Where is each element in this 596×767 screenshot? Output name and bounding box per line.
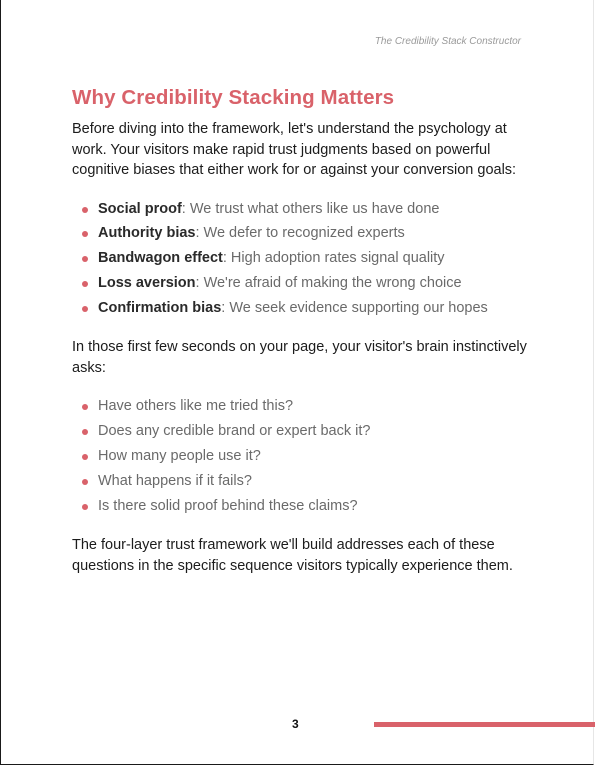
bullet-dot-icon: [82, 404, 88, 410]
questions-intro-paragraph: In those first few seconds on your page, your visitor's brain instinctively asks:: [72, 339, 527, 376]
bias-description: : High adoption rates signal quality: [222, 250, 445, 267]
bullet-dot-icon: [82, 504, 88, 510]
question-list-item: [72, 444, 534, 469]
question-list-item: [72, 494, 534, 519]
bullet-dot-icon: [82, 256, 88, 262]
bullet-dot-icon: [82, 429, 88, 435]
bias-list-item: [72, 271, 534, 296]
question-text: Have others like me tried this?: [98, 398, 294, 415]
bias-description: : We defer to recognized experts: [195, 225, 405, 242]
bias-list-item: [72, 246, 534, 271]
bullet-dot-icon: [82, 479, 88, 485]
question-text: What happens if it fails?: [98, 472, 252, 489]
page-number: 3: [292, 717, 299, 731]
intro-paragraph: Before diving into the framework, let's understand the psychology at work. Your visitors make rapid trust judgments based on powerful cognitive biases that either work for or against your conversion goals:: [72, 121, 517, 178]
bias-list: [72, 197, 534, 321]
running-header: The Credibility Stack Constructor: [374, 36, 521, 47]
bias-list-item: [72, 197, 534, 222]
bias-term: Bandwagon effect: [98, 250, 223, 267]
bias-description: : We seek evidence supporting our hopes: [221, 299, 488, 316]
question-list-item: [72, 469, 534, 494]
bias-list-item: [72, 296, 534, 321]
bullet-dot-icon: [82, 207, 88, 213]
bullet-dot-icon: [82, 306, 88, 312]
bullet-dot-icon: [82, 231, 88, 237]
footer-accent-bar: [374, 722, 595, 727]
section-title: Why Credibility Stacking Matters: [72, 86, 395, 109]
bias-term: Authority bias: [98, 225, 196, 242]
question-list-item: [72, 394, 534, 419]
question-list-item: [72, 419, 534, 444]
bullet-dot-icon: [82, 281, 88, 287]
question-text: Does any credible brand or expert back it?: [98, 423, 371, 440]
bias-description: : We trust what others like us have done: [181, 200, 440, 217]
bias-term: Confirmation bias: [98, 299, 222, 316]
bias-description: : We're afraid of making the wrong choice: [195, 274, 462, 291]
bias-term: Loss aversion: [98, 274, 196, 291]
bias-term: Social proof: [98, 200, 182, 217]
question-list: [72, 394, 534, 518]
closing-paragraph: The four-layer trust framework we'll build addresses each of these questions in the specific sequence visitors typically experience them.: [72, 537, 513, 574]
question-text: How many people use it?: [98, 448, 261, 465]
bias-list-item: [72, 221, 534, 246]
page-content: [72, 84, 534, 576]
question-text: Is there solid proof behind these claims?: [98, 497, 358, 514]
bullet-dot-icon: [82, 454, 88, 460]
